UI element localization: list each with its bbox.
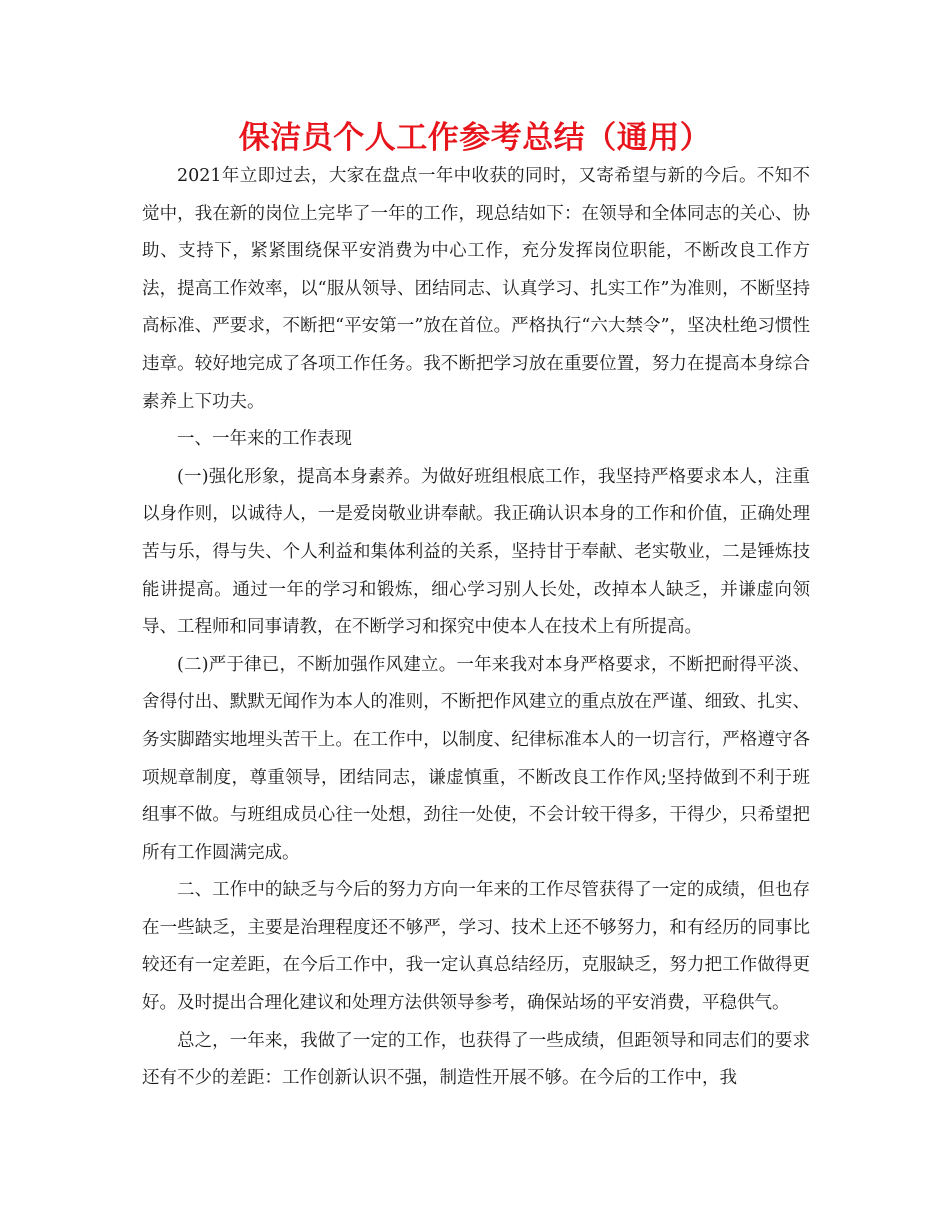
paragraph-shortcomings: 二、工作中的缺乏与今后的努力方向一年来的工作尽管获得了一定的成绩，但也存在一些缺乏，主要是治理程度还不够严，学习、技术上还不够努力，和有经历的同事比较还有一定差距，在今后工作中，我一定认真总结经历，克服缺乏，努力把工作做得更好。及时提出合理化建议和处理方法供领导参考，确保站场的平安消费，平稳供气。 bbox=[142, 880, 810, 1014]
paragraph-image-quality: (一)强化形象，提高本身素养。为做好班组根底工作，我坚持严格要求本人，注重以身作则，以诚待人，一是爱岗敬业讲奉献。我正确认识本身的工作和价值，正确处理苦与乐，得与失、个人利益和集体利益的关系，坚持甘于奉献、老实敬业，二是锤炼技能讲提高。通过一年的学习和锻炼，细心学习别人长处，改掉本人缺乏，并谦虚向领导、工程师和同事请教，在不断学习和探究中使本人在技术上有所提高。 bbox=[142, 466, 810, 638]
paragraph-conclusion: 总之，一年来，我做了一定的工作，也获得了一些成绩，但距领导和同志们的要求还有不少的差距：工作创新认识不强，制造性开展不够。在今后的工作中，我 bbox=[142, 1030, 810, 1089]
paragraph-self-discipline: (二)严于律已，不断加强作风建立。一年来我对本身严格要求，不断把耐得平淡、舍得付出、默默无闻作为本人的准则，不断把作风建立的重点放在严谨、细致、扎实、务实脚踏实地埋头苦干上。在工作中，以制度、纪律标准本人的一切言行，严格遵守各项规章制度，尊重领导，团结同志，谦虚慎重，不断改良工作作风;坚持做到不利于班组事不做。与班组成员心往一处想，劲往一处使，不会计较干得多，干得少，只希望把所有工作圆满完成。 bbox=[142, 654, 810, 863]
paragraph-intro: 2021年立即过去，大家在盘点一年中收获的同时，又寄希望与新的今后。不知不觉中，我在新的岗位上完毕了一年的工作，现总结如下：在领导和全体同志的关心、协助、支持下，紧紧围绕保平安消费为中心工作，充分发挥岗位职能，不断改良工作方法，提高工作效率，以“服从领导、团结同志、认真学习、扎实工作”为准则，不断坚持高标准、严要求，不断把“平安第一”放在首位。严格执行“六大禁令”，坚决杜绝习惯性违章。较好地完成了各项工作任务。我不断把学习放在重要位置，努力在提高本身综合素养上下功夫。 bbox=[142, 166, 810, 412]
document-body bbox=[142, 158, 810, 1098]
document-title: 保洁员个人工作参考总结（通用） bbox=[238, 120, 712, 156]
section-heading-performance: 一、一年来的工作表现 bbox=[177, 429, 352, 450]
